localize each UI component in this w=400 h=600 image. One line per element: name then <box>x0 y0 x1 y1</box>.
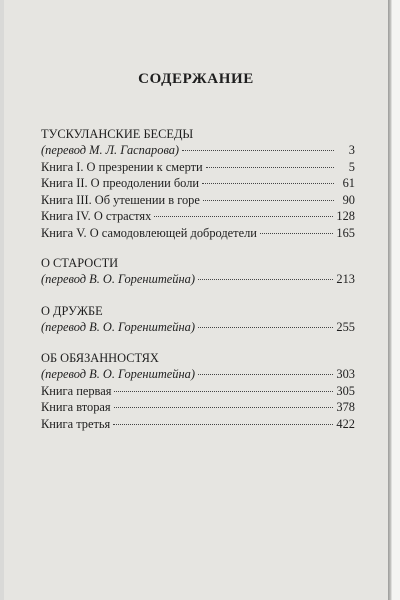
toc-entry-page: 128 <box>336 209 355 223</box>
toc-section-heading <box>41 126 355 142</box>
toc-entry-label: (перевод В. О. Горенштейна) <box>41 319 195 334</box>
toc-entry <box>41 192 355 209</box>
dot-leader <box>154 216 333 217</box>
dot-leader <box>198 279 333 280</box>
toc-entry <box>41 399 355 416</box>
dot-leader <box>198 327 333 328</box>
section-heading-text: ОБ ОБЯЗАННОСТЯХ <box>41 351 159 365</box>
toc-entry-page: 303 <box>336 367 355 381</box>
page-edge <box>388 0 400 600</box>
section-heading-text: О ДРУЖБЕ <box>41 303 103 318</box>
dot-leader <box>202 183 334 184</box>
toc-entry-label: Книга I. О презрении к смерти <box>41 159 203 174</box>
dot-leader <box>260 233 334 234</box>
book-page <box>4 0 388 600</box>
dot-leader <box>206 167 334 168</box>
toc-entry <box>41 366 355 383</box>
section-spacer <box>41 241 355 255</box>
dot-leader <box>182 150 334 151</box>
toc-entry-label: (перевод М. Л. Гаспарова) <box>41 143 180 157</box>
toc-entry-label: (перевод В. О. Горенштейна) <box>41 367 195 381</box>
dot-leader <box>198 374 333 375</box>
dot-leader <box>114 391 333 392</box>
toc-entry <box>41 271 355 288</box>
toc-entry-page: 90 <box>342 192 355 207</box>
toc-entry <box>41 175 355 192</box>
toc-entry-label: Книга III. Об утешении в горе <box>41 192 200 207</box>
section-spacer <box>41 335 355 350</box>
toc-entry-page: 255 <box>336 319 355 334</box>
toc-entry-page: 305 <box>336 383 355 398</box>
toc-entry <box>41 208 355 225</box>
toc-entry-page: 378 <box>336 400 355 414</box>
toc-entry <box>41 225 355 242</box>
toc-entry-page: 165 <box>336 225 355 240</box>
section-heading-text: О СТАРОСТИ <box>41 256 119 270</box>
dot-leader <box>203 200 334 201</box>
toc-entry-label: (перевод В. О. Горенштейна) <box>41 272 195 286</box>
toc-entry-page: 213 <box>336 272 355 286</box>
toc-section-heading <box>41 255 355 271</box>
dot-leader <box>113 424 333 425</box>
toc-entry-label: Книга третья <box>41 416 111 431</box>
dot-leader <box>114 407 334 408</box>
section-heading-text: ТУСКУЛАНСКИЕ БЕСЕДЫ <box>41 127 194 141</box>
toc-entry <box>41 383 355 400</box>
toc-section-heading <box>41 350 355 366</box>
toc-entry <box>41 142 355 159</box>
toc-entry-page: 422 <box>336 416 355 431</box>
table-of-contents <box>41 126 355 432</box>
toc-entry <box>41 159 355 176</box>
toc-entry-page: 5 <box>348 159 355 174</box>
page-title: СОДЕРЖАНИЕ <box>138 71 254 87</box>
toc-entry-label: Книга V. О самодовлеющей добродетели <box>41 225 257 240</box>
toc-entry <box>41 416 355 433</box>
toc-entry <box>41 319 355 336</box>
section-spacer <box>41 288 355 303</box>
toc-entry-label: Книга первая <box>41 383 112 398</box>
toc-entry-label: Книга IV. О страстях <box>41 209 152 223</box>
toc-entry-label: Книга II. О преодолении боли <box>41 176 200 190</box>
toc-entry-page: 61 <box>342 176 355 190</box>
toc-entry-label: Книга вторая <box>41 400 111 414</box>
toc-entry-page: 3 <box>348 143 355 157</box>
toc-section-heading <box>41 303 355 319</box>
